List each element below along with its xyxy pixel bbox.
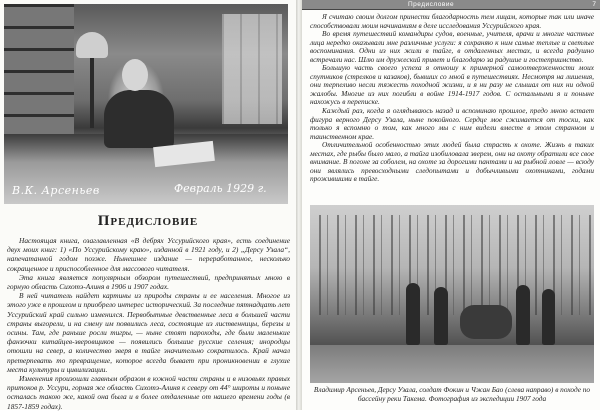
page-number: 7	[592, 1, 596, 8]
left-body-text	[7, 236, 290, 411]
running-header	[302, 0, 600, 10]
paragraph: Я считаю своим долгом принести благодарность тем лицам, которые так или иначе способствовали моим начинаниям в деле исследования Уссурийского края.	[310, 12, 594, 30]
desk-lamp	[76, 32, 108, 58]
paragraph: Настоящая книга, озаглавленная «В дебрях Уссурийского края», есть соединение двух моих книг: 1) «По Уссурийскому краю», изданной в 1921 году, и 2) „Дерсу Узала“, напечатанной годом позже. Нынешнее издание — переработанное, несколько сокращенное и приспособленное для массового читателя.	[7, 236, 290, 273]
paragraph: Отличительной особенностью этих людей была страсть к охоте. Жизнь в таких местах, где рыбы было мало, а тайга изобиловала зверем, они на охоту обратили все свое внимание. В погоне за соболем, на охоте за дорогими пантами и на рыбной ловле — всюду они являлись превосходными следопытами и добычливыми охотниками, годами прожившими в тайге.	[310, 140, 594, 184]
expedition-member	[516, 285, 530, 345]
paragraph: Эта книга является популярным обзором путешествий, предпринятых мною в горную область Сихотэ-Алиня в 1906 и 1907 годах.	[7, 272, 290, 292]
photo-signature: В.К. Арсеньев	[12, 184, 100, 197]
man-head	[122, 59, 148, 91]
right-page	[302, 0, 600, 410]
ground	[310, 345, 594, 383]
horse	[460, 305, 512, 339]
expedition-member	[434, 287, 448, 345]
expedition-photo	[310, 205, 594, 383]
paragraph: Каждый раз, когда я оглядываюсь назад и вспоминаю прошлое, предо мною встает фигура верного Дерсу Узала, ныне покойного. Сердце мое сжимается от тоски, как только я вспомню о том, как много мы с ним видели вместе в этом странном и таинственном крае.	[310, 106, 594, 141]
paragraph: Большую часть своего успеха я отношу к примерной самоотверженности моих спутников (стрелков и казаков), бывших со мной в путешествиях. Несмотря на лишения, они терпеливо несли тяжесть походной жизни, и я ни разу не слышал от них ни одной жалобы. Многие из них погибли в войне 1914-1917 годов. С остальными я и поныне нахожусь в переписке.	[310, 63, 594, 107]
paragraph: Изменения произошли главным образом в южной части страны и в низовьях правых притоков р. Уссури, горная же область Сихотэ-Алиня к северу от 44° широты и поныне осталась такою же, какой она была и в более отдаленные от нашего времени годы (в 1857-1859 годах).	[7, 374, 290, 411]
expedition-member	[542, 289, 555, 345]
right-body-text	[310, 13, 594, 184]
paragraph: Во время путешествий командиры судов, военные, учителя, врачи и многие частные лица нередко оказывали мне различные услуги: я сохраняю к ним самые теплые и светлые воспоминания. Одни из них жили в тайге, в отдаленных местах, и всегда радушно встречали нас. Шлю им дружеский привет и благодарю за радушие и гостеприимство.	[310, 29, 594, 64]
paragraph: В ней читатель найдет картины из природы страны и ее населения. Многое из этого уже в прошлом и приобрело интерес исторический. За последние пятнадцать лет Уссурийский край сильно изменился. Первобытные девственные леса в большей части страны выгорели, и на смену им появились леса, состоящие из лиственницы, березы и осины. Там, где раньше росли тигры, — ныне стоят пароходы, где были маленькие фанзочки китайцев-зверовщиков — появились большие русские селения; инородцы отошли на север, а количество зверя в тайге значительно сократилось. Край начал претерпевать то превращение, которое всегда бывает при проникновении в глухие места культуры и цивилизации.	[7, 291, 290, 374]
photo-date: Февраль 1929 г.	[174, 182, 267, 195]
running-header-title: Предисловие	[408, 1, 455, 8]
desk-lamp-stem	[90, 58, 94, 128]
left-page	[0, 0, 296, 410]
expedition-member	[406, 283, 420, 345]
photo-caption: Владимир Арсеньев, Дерсу Узала, солдат Фокин и Чжан Бао (слева направо) в походе по бассейну реки Такема. Фотография из экспедиции 1907 года	[313, 385, 591, 403]
section-heading: Предисловие	[97, 213, 199, 229]
arseniev-desk-photo	[4, 4, 288, 204]
window-curtain	[222, 14, 282, 124]
man-figure	[104, 90, 174, 148]
bookshelves	[4, 4, 74, 134]
